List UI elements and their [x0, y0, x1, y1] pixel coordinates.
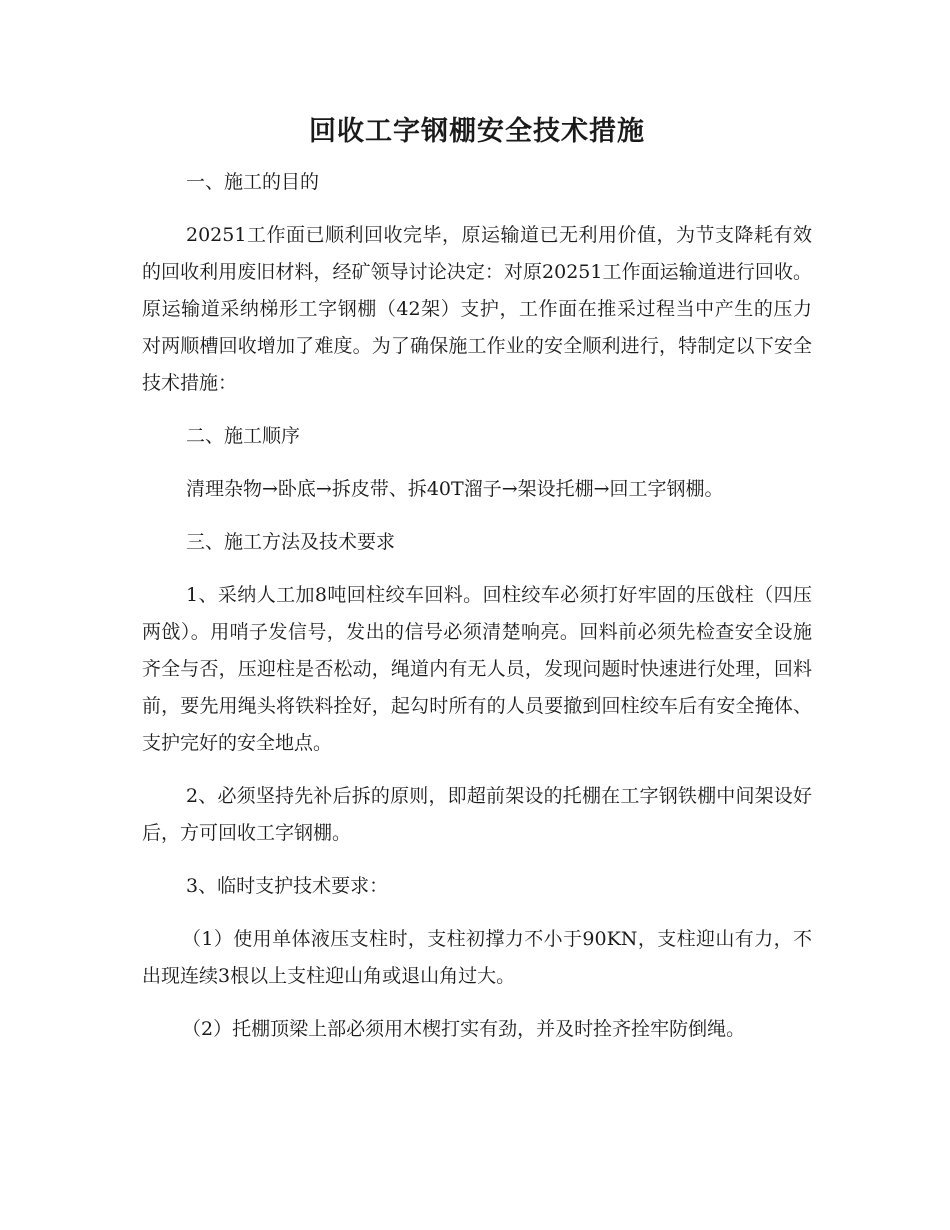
document-page — [142, 112, 812, 1064]
section-heading-purpose: 一、施工的目的 — [186, 171, 320, 193]
paragraph-purpose: 20251工作面已顺利回收完毕，原运输道已无利用价值，为节支降耗有效的回收利用废旧材料，经矿领导讨论决定：对原20251工作面运输道进行回收。原运输道采纳梯形工字钢棚（42架）支护，工作面在推采过程当中产生的压力对两顺槽回收增加了难度。为了确保施工作业的安全顺利进行，特制定以下安全技术措施： — [142, 224, 812, 394]
paragraph-sequence: 清理杂物→卧底→拆皮带、拆40T溜子→架设托棚→回工字钢棚。 — [186, 478, 724, 500]
paragraph-method-1: 1、采纳人工加8吨回柱绞车回料。回柱绞车必须打好牢固的压戗柱（四压两戗）。用哨子发信号，发出的信号必须清楚响亮。回料前必须先检查安全设施齐全与否，压迎柱是否松动，绳道内有无人员，发现问题时快速进行处理，回料前，要先用绳头将铁料拴好，起勾时所有的人员要撤到回柱绞车后有安全掩体、支护完好的安全地点。 — [142, 584, 812, 754]
paragraph-support-1: （1）使用单体液压支柱时，支柱初撑力不小于90KN，支柱迎山有力，不出现连续3根以上支柱迎山角或退山角过大。 — [142, 928, 812, 987]
subheading-temporary-support: 3、临时支护技术要求： — [186, 875, 389, 897]
paragraph-support-2: （2）托棚顶梁上部必须用木楔打实有劲，并及时拴齐拴牢防倒绳。 — [182, 1018, 746, 1040]
document-title: 回收工字钢棚安全技术措施 — [309, 116, 645, 147]
section-heading-methods: 三、施工方法及技术要求 — [186, 531, 396, 553]
section-heading-sequence: 二、施工顺序 — [186, 425, 301, 447]
paragraph-method-2: 2、必须坚持先补后拆的原则，即超前架设的托棚在工字钢铁棚中间架设好后，方可回收工字钢棚。 — [142, 785, 812, 844]
